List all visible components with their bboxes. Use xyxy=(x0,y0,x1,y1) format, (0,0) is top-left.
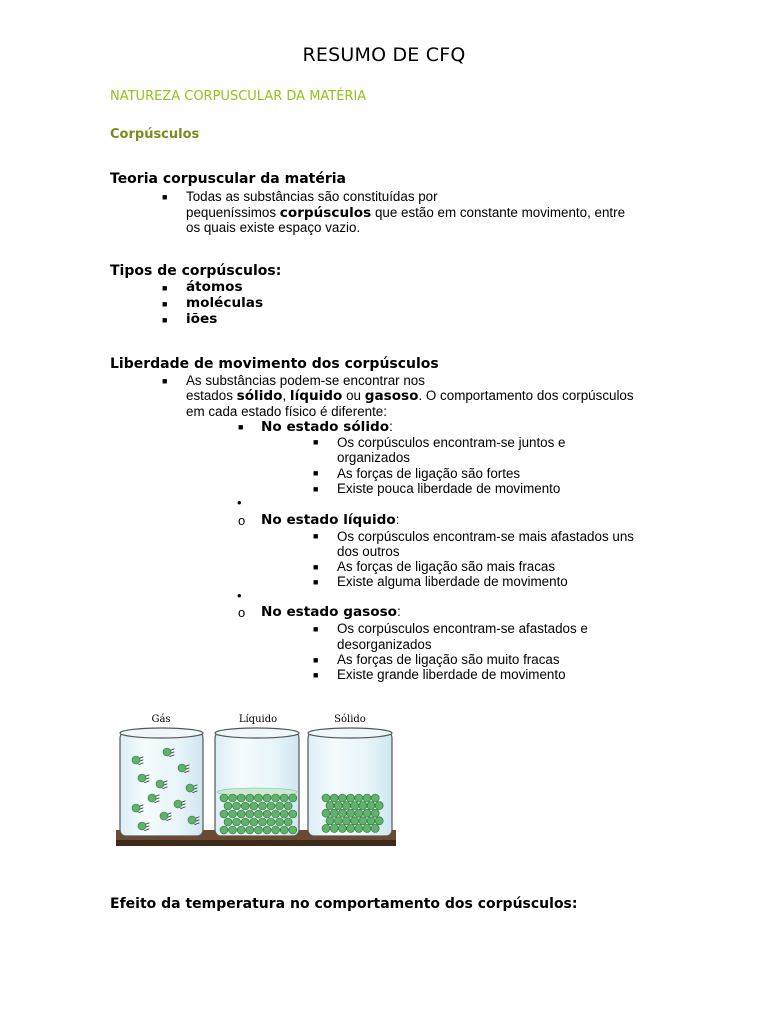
sub-marker-icon: o xyxy=(238,605,246,620)
particle xyxy=(272,794,280,802)
freedom-line-1: As substâncias podem-se encontrar nos xyxy=(186,373,425,388)
document-title: RESUMO DE CFQ xyxy=(302,44,466,66)
solid-item: Existe pouca liberdade de movimento xyxy=(337,481,561,496)
particle xyxy=(289,810,297,818)
freedom-line-3: em cada estado físico é diferente: xyxy=(186,404,387,419)
particle xyxy=(174,800,182,808)
particle xyxy=(371,794,379,802)
gas-item: desorganizados xyxy=(337,637,432,652)
particle xyxy=(322,824,330,832)
bullet-square-icon: ■ xyxy=(162,299,168,309)
particle xyxy=(229,810,237,818)
types-item: iões xyxy=(186,311,218,327)
particle xyxy=(284,802,292,810)
particle xyxy=(267,802,275,810)
gas-item: Existe grande liberdade de movimento xyxy=(337,667,566,682)
particle xyxy=(132,756,140,764)
states-of-matter-illustration xyxy=(112,708,398,850)
particle xyxy=(347,824,355,832)
theory-line-1: Todas as substâncias são constituídas por xyxy=(186,189,438,204)
bullet-square-icon: ■ xyxy=(313,531,319,541)
bullet-square-icon: ■ xyxy=(313,624,319,634)
particle xyxy=(229,794,237,802)
particle xyxy=(272,810,280,818)
particle xyxy=(334,817,342,825)
solid-particles xyxy=(322,794,383,832)
particle xyxy=(246,826,254,834)
particle xyxy=(160,812,168,820)
gas-item: As forças de ligação são muito fracas xyxy=(337,652,560,667)
particle xyxy=(263,810,271,818)
particle xyxy=(367,802,375,810)
particle xyxy=(371,824,379,832)
particle xyxy=(276,802,284,810)
solid-state-label: No estado sólido: xyxy=(261,419,393,435)
particle xyxy=(263,826,271,834)
liquid-particles xyxy=(220,794,297,834)
particle xyxy=(289,826,297,834)
types-item: moléculas xyxy=(186,295,264,311)
particle xyxy=(233,802,241,810)
label-solid: Sólido xyxy=(334,714,366,725)
solid-item: organizados xyxy=(337,450,410,465)
label-gas: Gás xyxy=(151,714,171,725)
theory-heading: Teoria corpuscular da matéria xyxy=(110,171,346,187)
bullet-square-icon: ■ xyxy=(313,468,319,478)
particle xyxy=(342,817,350,825)
bullet-square-icon: ■ xyxy=(162,283,168,293)
particle xyxy=(363,794,371,802)
shelf-edge xyxy=(116,840,396,846)
particle xyxy=(224,818,232,826)
bullet-square-icon: ■ xyxy=(162,376,168,386)
particle xyxy=(246,810,254,818)
particle xyxy=(375,802,383,810)
particle xyxy=(138,774,146,782)
liquid-item: As forças de ligação são mais fracas xyxy=(337,559,556,574)
bullet-square-icon: ■ xyxy=(313,562,319,572)
bullet-square-icon: ■ xyxy=(162,315,168,325)
particle xyxy=(280,794,288,802)
particle xyxy=(224,802,232,810)
solid-item: As forças de ligação são fortes xyxy=(337,466,521,481)
particle xyxy=(246,794,254,802)
particle xyxy=(237,810,245,818)
particle xyxy=(363,824,371,832)
bullet-square-icon: ■ xyxy=(313,437,319,447)
particle xyxy=(375,817,383,825)
label-liquid: Líquido xyxy=(238,714,278,725)
particle xyxy=(220,810,228,818)
particle xyxy=(220,794,228,802)
particle xyxy=(241,802,249,810)
solid-item: Os corpúsculos encontram-se juntos e xyxy=(337,435,566,450)
particle xyxy=(132,804,140,812)
particle xyxy=(254,826,262,834)
particle xyxy=(250,802,258,810)
particle xyxy=(237,794,245,802)
liquid-item: dos outros xyxy=(337,544,400,559)
particle xyxy=(188,816,196,824)
particle xyxy=(272,826,280,834)
particle xyxy=(355,824,363,832)
particle xyxy=(289,794,297,802)
bullet-square-icon: ■ xyxy=(313,670,319,680)
particle xyxy=(326,817,334,825)
particle xyxy=(351,802,359,810)
particle xyxy=(229,826,237,834)
particle xyxy=(338,824,346,832)
particle xyxy=(322,809,330,817)
particle xyxy=(330,794,338,802)
bullet-dot-icon: • xyxy=(237,495,242,510)
particle xyxy=(355,809,363,817)
particle xyxy=(258,818,266,826)
liquid-item: Os corpúsculos encontram-se mais afastados uns xyxy=(337,529,634,544)
particle xyxy=(280,810,288,818)
particle xyxy=(351,817,359,825)
particle xyxy=(237,826,245,834)
particle xyxy=(355,794,363,802)
particle xyxy=(241,818,249,826)
liquid-state-label: No estado líquido: xyxy=(261,512,400,528)
freedom-heading: Liberdade de movimento dos corpúsculos xyxy=(110,356,439,372)
particle xyxy=(359,817,367,825)
particle xyxy=(178,764,186,772)
particle xyxy=(363,809,371,817)
gas-state-label: No estado gasoso: xyxy=(261,604,401,620)
particle xyxy=(347,809,355,817)
particle xyxy=(220,826,228,834)
particle xyxy=(258,802,266,810)
bullet-square-icon: ■ xyxy=(313,484,319,494)
particle xyxy=(359,802,367,810)
particle xyxy=(250,818,258,826)
particle xyxy=(254,810,262,818)
sub-marker-icon: o xyxy=(238,513,246,528)
particle xyxy=(338,794,346,802)
subsection-heading: Corpúsculos xyxy=(110,127,200,142)
particle xyxy=(330,824,338,832)
particle xyxy=(233,818,241,826)
bullet-square-icon: ■ xyxy=(313,655,319,665)
particle xyxy=(254,794,262,802)
particle xyxy=(186,784,194,792)
particle xyxy=(284,818,292,826)
freedom-line-2: estados sólido, líquido ou gasoso. O comportamento dos corpúsculos xyxy=(186,388,634,404)
particle xyxy=(338,809,346,817)
particle xyxy=(138,822,146,830)
particle xyxy=(267,818,275,826)
bullet-square-icon: ■ xyxy=(162,192,168,202)
particle xyxy=(148,794,156,802)
types-heading: Tipos de corpúsculos: xyxy=(110,263,282,279)
section-heading: NATUREZA CORPUSCULAR DA MATÉRIA xyxy=(110,89,367,104)
particle xyxy=(334,802,342,810)
particle xyxy=(367,817,375,825)
theory-line-3: os quais existe espaço vazio. xyxy=(186,220,361,235)
liquid-item: Existe alguma liberdade de movimento xyxy=(337,574,568,589)
bullet-square-icon: ■ xyxy=(313,577,319,587)
types-item: átomos xyxy=(186,279,243,295)
particle xyxy=(342,802,350,810)
bullet-square-icon: ■ xyxy=(238,422,244,432)
particle xyxy=(347,794,355,802)
bullet-dot-icon: • xyxy=(237,588,242,603)
particle xyxy=(280,826,288,834)
particle xyxy=(326,802,334,810)
particle xyxy=(371,809,379,817)
particle xyxy=(330,809,338,817)
particle xyxy=(263,794,271,802)
particle xyxy=(276,818,284,826)
particle xyxy=(156,780,164,788)
temperature-heading: Efeito da temperatura no comportamento dos corpúsculos: xyxy=(110,896,578,912)
particle xyxy=(322,794,330,802)
gas-item: Os corpúsculos encontram-se afastados e xyxy=(337,621,588,636)
theory-line-2: pequeníssimos corpúsculos que estão em constante movimento, entre xyxy=(186,205,626,221)
particle xyxy=(163,748,171,756)
